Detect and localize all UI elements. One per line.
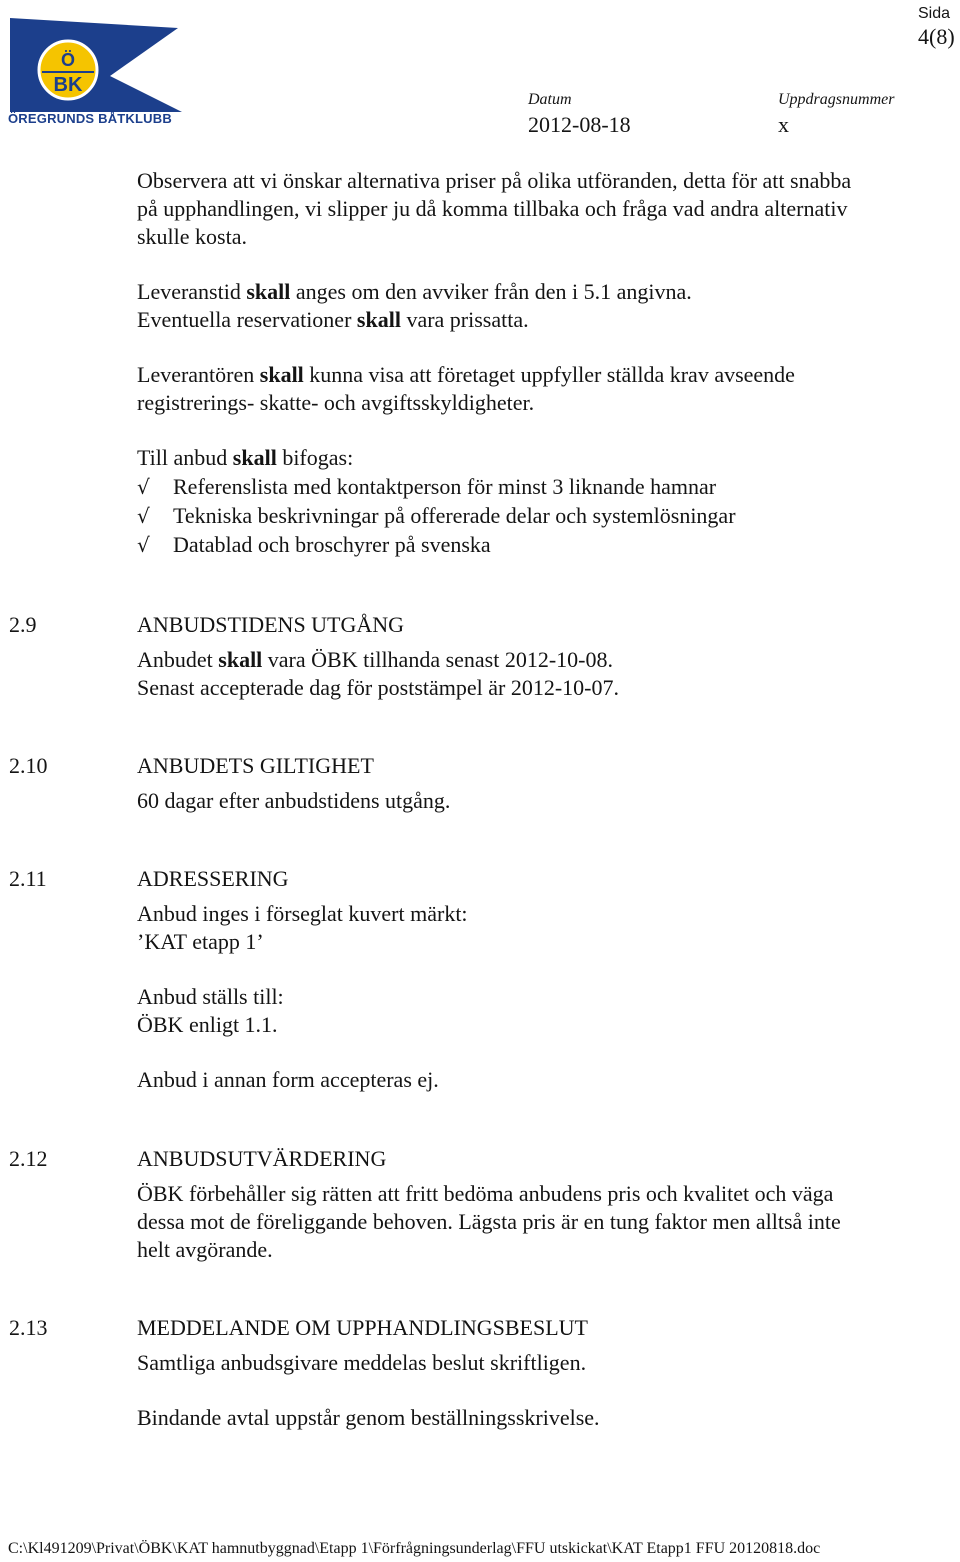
text-line: Eventuella reservationer skall vara prissatta. bbox=[137, 307, 529, 332]
logo-initials-o: Ö bbox=[60, 50, 76, 70]
text-line: Senast accepterade dag för poststämpel är 2012-10-07. bbox=[137, 675, 619, 700]
text-line: ’KAT etapp 1’ bbox=[137, 929, 264, 954]
text-line: Anbud inges i förseglat kuvert märkt: bbox=[137, 901, 468, 926]
section-number: 2.11 bbox=[9, 866, 47, 891]
text-line: Till anbud skall bifogas: bbox=[137, 445, 354, 470]
page-label: Sida bbox=[918, 5, 951, 22]
section-title: ANBUDETS GILTIGHET bbox=[137, 753, 374, 778]
emphasis-skall: skall bbox=[259, 362, 304, 387]
check-icon: √ bbox=[137, 504, 150, 528]
footer-file-path: C:\Kl491209\Privat\ÖBK\KAT hamnutbyggnad\Etapp 1\Förfrågningsunderlag\FFU utskickat\KAT Etapp1 FFU 20120818.doc bbox=[8, 1540, 821, 1557]
emphasis-skall: skall bbox=[246, 279, 291, 304]
checklist-item bbox=[137, 503, 736, 529]
text-line: dessa mot de föreliggande behoven. Lägsta pris är en tung faktor men alltså inte bbox=[137, 1209, 841, 1234]
intro-paragraph-supplier bbox=[137, 361, 795, 417]
section-number: 2.9 bbox=[9, 612, 37, 637]
section-number: 2.12 bbox=[9, 1146, 48, 1171]
section-body bbox=[137, 787, 450, 815]
checklist-item bbox=[137, 532, 491, 558]
section-body bbox=[137, 1404, 600, 1432]
text-line: Bindande avtal uppstår genom beställningsskrivelse. bbox=[137, 1405, 600, 1430]
text-line: Leverantören skall kunna visa att företaget uppfyller ställda krav avseende bbox=[137, 362, 795, 387]
checklist-item bbox=[137, 474, 716, 500]
section-body bbox=[137, 900, 468, 956]
section-body bbox=[137, 983, 284, 1039]
section-body bbox=[137, 1349, 586, 1377]
text-line: på upphandlingen, vi slipper ju då komma tillbaka och fråga vad andra alternativ bbox=[137, 196, 848, 221]
intro-paragraph-delivery bbox=[137, 278, 692, 334]
logo-initials-bk: BK bbox=[53, 74, 83, 96]
text-line: 60 dagar efter anbudstidens utgång. bbox=[137, 788, 451, 813]
text-line: ÖBK enligt 1.1. bbox=[137, 1012, 278, 1037]
check-icon: √ bbox=[137, 533, 150, 557]
text-line: registrerings- skatte- och avgiftsskyldigheter. bbox=[137, 390, 535, 415]
text-line: Samtliga anbudsgivare meddelas beslut skriftligen. bbox=[137, 1350, 587, 1375]
emphasis-skall: skall bbox=[232, 445, 277, 470]
page-number: 4(8) bbox=[918, 24, 955, 49]
date-value: 2012-08-18 bbox=[528, 112, 631, 137]
emphasis-skall: skall bbox=[218, 647, 263, 672]
text-line: Anbud ställs till: bbox=[137, 984, 284, 1009]
section-number: 2.13 bbox=[9, 1315, 48, 1340]
checklist-text: Tekniska beskrivningar på offererade delar och systemlösningar bbox=[173, 503, 736, 528]
date-label: Datum bbox=[528, 91, 572, 108]
section-body bbox=[137, 1180, 841, 1264]
text-line: Anbudet skall vara ÖBK tillhanda senast 2012-10-08. bbox=[137, 647, 613, 672]
text-line: ÖBK förbehåller sig rätten att fritt bedöma anbudens pris och kvalitet och väga bbox=[137, 1181, 834, 1206]
text-line: Anbud i annan form accepteras ej. bbox=[137, 1067, 439, 1092]
text-line: Observera att vi önskar alternativa priser på olika utföranden, detta för att snabba bbox=[137, 168, 852, 193]
section-body bbox=[137, 646, 619, 702]
assignment-number-value: x bbox=[778, 112, 789, 137]
assignment-number-label: Uppdragsnummer bbox=[778, 91, 895, 108]
section-title: MEDDELANDE OM UPPHANDLINGSBESLUT bbox=[137, 1315, 588, 1340]
section-title: ANBUDSTIDENS UTGÅNG bbox=[137, 612, 405, 637]
logo-club-name: ÖREGRUNDS BÅTKLUBB bbox=[8, 111, 172, 126]
section-title: ANBUDSUTVÄRDERING bbox=[137, 1146, 387, 1171]
check-icon: √ bbox=[137, 475, 150, 499]
text-line: Leveranstid skall anges om den avviker från den i 5.1 angivna. bbox=[137, 279, 692, 304]
intro-attachments-heading bbox=[137, 444, 353, 472]
checklist-text: Datablad och broschyrer på svenska bbox=[173, 532, 491, 557]
section-title: ADRESSERING bbox=[137, 866, 289, 891]
intro-paragraph-alternatives bbox=[137, 167, 851, 251]
section-body bbox=[137, 1066, 439, 1094]
text-line: skulle kosta. bbox=[137, 224, 247, 249]
checklist-text: Referenslista med kontaktperson för minst 3 liknande hamnar bbox=[173, 474, 717, 499]
emphasis-skall: skall bbox=[356, 307, 401, 332]
section-number: 2.10 bbox=[9, 753, 48, 778]
text-line: helt avgörande. bbox=[137, 1237, 273, 1262]
